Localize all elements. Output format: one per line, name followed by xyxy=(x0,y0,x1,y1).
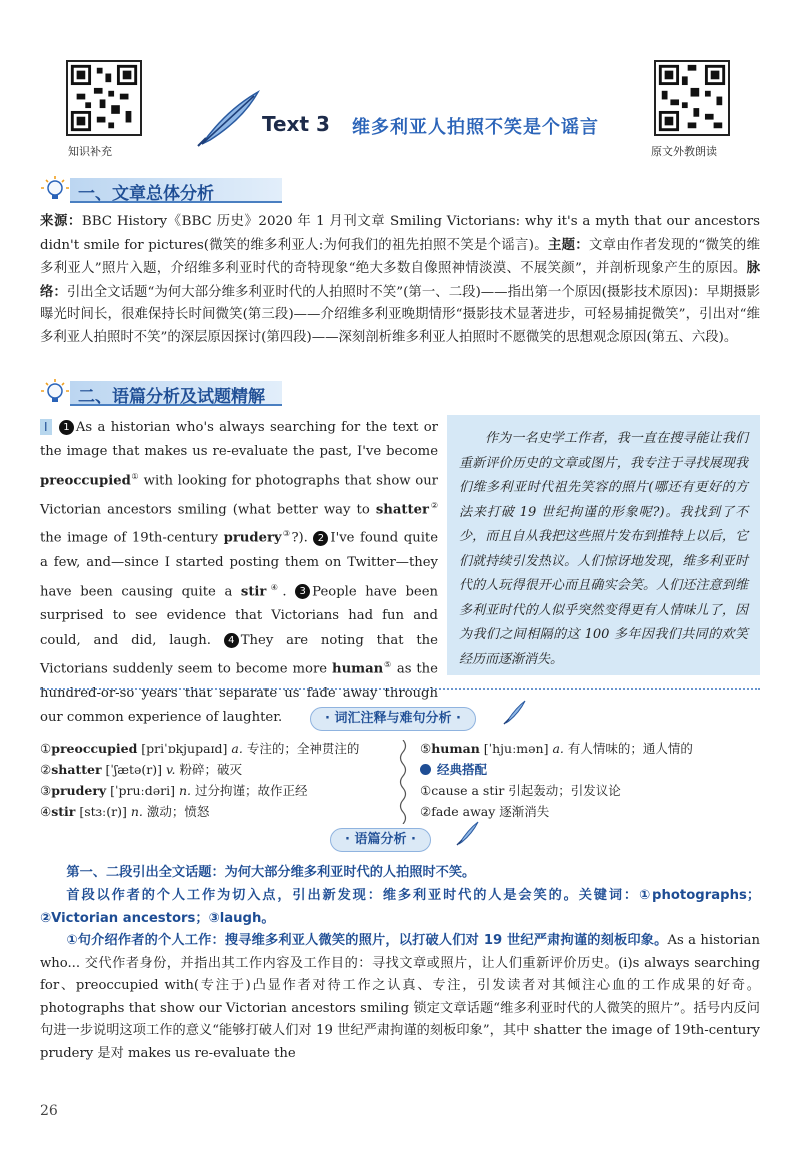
vocab-list-left xyxy=(40,738,392,822)
analysis-subheader: · 语篇分析 · xyxy=(330,828,431,852)
section-1-title: 一、文章总体分析 xyxy=(78,184,214,204)
pen-icon xyxy=(503,699,527,725)
theme-body: 文章由作者发现的“微笑的维多利亚人”照片入题，介绍维多利亚时代的奇特现象“绝大多数自像照神情淡漠、不展笑颜”，并剖析现象产生的原因。 xyxy=(40,237,760,276)
qr-code-left[interactable] xyxy=(66,60,142,136)
sentence-text: as the hundred-or-so years that separate us fade away through our common experience of laughter. xyxy=(40,661,438,726)
vocab-item: ⑤human [ˈhjuːmən] a. 有人情味的；通人情的 xyxy=(420,741,693,756)
lightbulb-icon xyxy=(40,378,70,408)
sentence-number: 3 xyxy=(295,584,310,599)
qr-code-icon xyxy=(68,62,140,134)
context-label: 脉络： xyxy=(40,260,760,300)
source-body: BBC History《BBC 历史》2020 年 1 月刊文章 Smiling Victorians: why it's a myth that our ancestors didn't smile for pictures(微笑的维多利亚人:为何我们的祖先拍照不笑是个谣言)。 xyxy=(40,214,761,253)
phrase-header: 经典搭配 xyxy=(420,759,760,780)
analysis-keywords: 首段以作者的个人工作为切入点，引出新发现：维多利亚时代的人是会笑的。关键词：①photographs；②Victorian ancestors；③laugh。 xyxy=(40,888,760,926)
sentence-text: I've found quite a few, and—since I started posting them on Twitter—they have been causing quite a xyxy=(40,530,439,599)
phrase-item: ①cause a stir 引起轰动；引发议论 xyxy=(420,783,621,798)
vocab-word: prudery xyxy=(223,530,282,546)
source-label: 来源： xyxy=(40,213,82,229)
section-2-header xyxy=(40,378,760,408)
qr-left-caption: 知识补充 xyxy=(68,145,112,158)
vocab-word: shatter xyxy=(375,502,429,517)
vocab-subheader: · 词汇注释与难句分析 · xyxy=(310,707,476,731)
vocab-item: ④stir [stɜː(r)] n. 激动；愤怒 xyxy=(40,804,210,819)
dotted-divider xyxy=(40,688,760,690)
english-passage xyxy=(40,416,438,731)
sentence-text: They are noting that the Victorians suddenly seem to become more xyxy=(40,632,438,677)
theme-label: 主题： xyxy=(547,236,589,253)
sentence-text: People have been surprised to see evidence that Victorians had fun and could, and did, laugh. xyxy=(40,584,439,648)
sentence-number: 1 xyxy=(59,420,74,435)
vocab-item: ①preoccupied [priˈɒkjupaɪd] a. 专注的；全神贯注的 xyxy=(40,741,360,756)
sentence-number: 4 xyxy=(224,633,239,648)
page-number: 26 xyxy=(40,1103,58,1119)
vocab-item: ②shatter [ˈʃætə(r)] v. 粉碎；破灭 xyxy=(40,762,243,777)
qr-right-caption: 原文外教朗读 xyxy=(651,145,717,158)
phrase-item: ②fade away 逐渐消失 xyxy=(420,804,550,819)
sentence-text: ?). xyxy=(291,530,314,546)
qr-code-right[interactable] xyxy=(654,60,730,136)
lightbulb-icon xyxy=(40,175,70,205)
translation-box xyxy=(447,415,760,675)
text-number: Text 3 xyxy=(262,112,330,136)
sentence-text: As a historian who's always searching for the text or the image that makes us re-evaluate the past, I've become xyxy=(40,420,438,460)
sentence-number: 2 xyxy=(313,531,328,546)
quill-feather-icon xyxy=(196,88,262,148)
sentence-text: the image of 19th-century xyxy=(40,530,224,546)
translation-text: 作为一名史学工作者，我一直在搜寻能让我们重新评价历史的文章或图片，我专注于寻找展现我们维多利亚时代祖先笑容的照片(哪还有更好的方法来打破 19 世纪拘谨的形象呢?)。我找到了不少，而且自从我把这些照片发布到推特上以后，它们就持续引发热议。人们惊讶地发现，维多利亚时代的人玩得很开心而且确实会笑。人们还注意到维多利亚时代的人似乎突然变得更有人情味儿了，因为我们之间相隔的这 100 多年因我们共同的欢笑经历而逐渐消失。 xyxy=(459,431,748,667)
overview-paragraph xyxy=(40,210,760,349)
text-title: 维多利亚人拍照不笑是个谣言 xyxy=(352,117,599,138)
sentence-text: . xyxy=(282,584,296,599)
footnote-mark: ③ xyxy=(281,529,292,539)
paragraph-roman-numeral: Ⅰ xyxy=(40,419,52,435)
vocab-word: preoccupied xyxy=(40,473,131,489)
pen-icon xyxy=(456,820,480,846)
analysis-summary: 第一、二段引出全文话题：为何大部分维多利亚时代的人拍照时不笑。 xyxy=(66,865,476,880)
footnote-mark: ② xyxy=(428,500,438,510)
context-body: 引出全文话题“为何大部分维多利亚时代的人拍照时不笑”(第一、二段)——指出第一个原因(摄影技术原因)：早期摄影曝光时间长，很难保持长时间微笑(第三段)——介绍维多利亚晚期情形“摄影技术显著进步，可轻易捕捉微笑”，引出对“维多利亚人拍照时不笑”的深层原因探讨(第四段)——深刻剖析维多利亚人拍照时不愿微笑的思想观念原因(第五、六段)。 xyxy=(40,284,760,345)
vocab-word: stir xyxy=(240,584,267,599)
footnote-mark: ⑤ xyxy=(383,660,392,670)
vocab-item: ③prudery [ˈpruːdəri] n. 过分拘谨；故作正经 xyxy=(40,783,308,798)
footnote-mark: ④ xyxy=(266,582,283,592)
footnote-mark: ① xyxy=(130,471,139,481)
vocab-word: human xyxy=(332,661,384,677)
section-1-header xyxy=(40,175,760,205)
qr-code-icon xyxy=(656,62,728,134)
section-2-title: 二、语篇分析及试题精解 xyxy=(78,387,265,407)
sentence-text: with looking for photographs that show our Victorian ancestors smiling (what better way to xyxy=(40,473,438,517)
analysis-detail: ①句介绍作者的个人工作：搜寻维多利亚人微笑的照片，以打破人们对 19 世纪严肃拘谨的刻板印象。As a historian who... 交代作者身份，并指出其工作内容及工作目的：寻找文章或照片，让人们重新评价历史。(i)s always searching for、preoccupied with(专注于)凸显作者对待工作之认真、专注，引发读者对其倾注心血的工作成果的好奇。photographs that show our Victorian ancestors smiling 锁定文章话题“维多利亚时代的人微笑的照片”。括号内反问句进一步说明这项工作的意义“能够打破人们对 19 世纪严肃拘谨的刻板印象”，其中 shatter the image of 19th-century prudery 是对 makes us re-evaluate the xyxy=(40,933,760,1061)
vocab-list-right xyxy=(420,738,760,822)
bullet-icon xyxy=(420,764,431,775)
squiggle-divider xyxy=(396,740,410,824)
